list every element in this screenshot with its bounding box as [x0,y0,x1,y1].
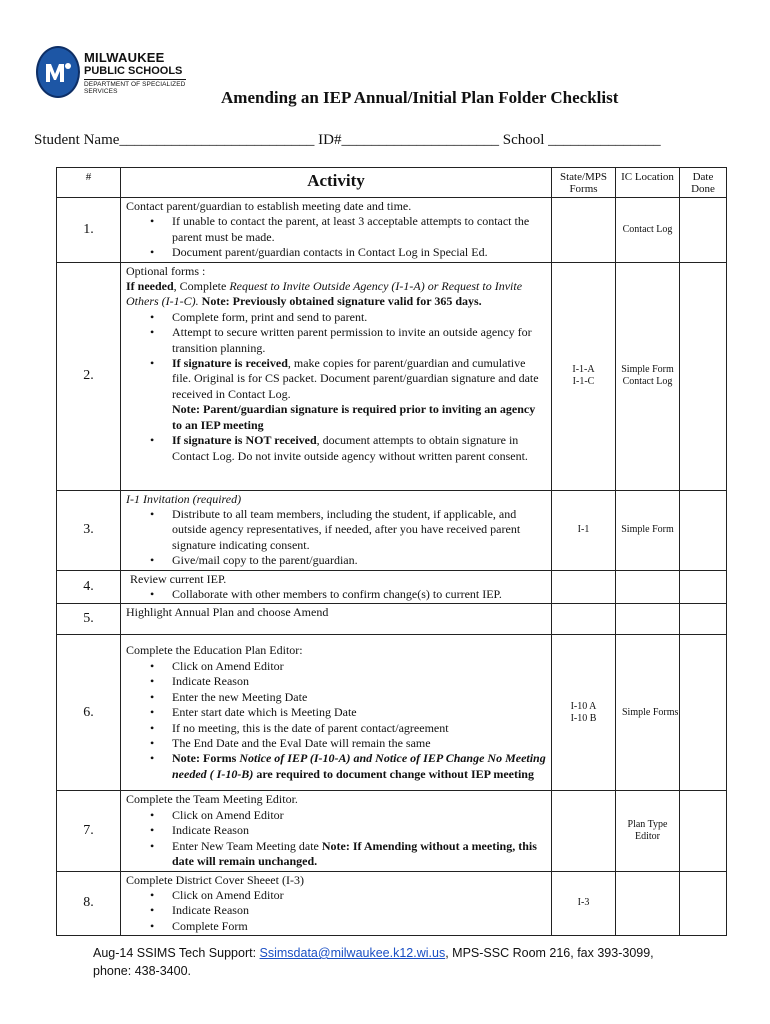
forms-cell: I-1-A I-1-C [552,262,616,490]
activity-intro: I-1 Invitation (required) [126,491,242,506]
activity-cell [121,262,552,490]
logo-line-1: MILWAUKEE [84,50,165,65]
list-item: • Click on Amend Editor [172,888,547,903]
ic-location-cell: Contact Log [616,198,680,263]
forms-cell: I-1 [552,490,616,570]
activity-intro: Contact parent/guardian to establish meeting date and time. [126,199,412,213]
forms-cell: I-10 A I-10 B [552,635,616,791]
table-row [57,871,727,936]
ic-location-cell [616,604,680,635]
list-item: • Complete Form [172,919,547,934]
activity-cell [121,791,552,871]
list-item: • Click on Amend Editor [172,659,547,674]
list-item: • Indicate Reason [172,903,547,918]
list-item: • Give/mail copy to the parent/guardian. [172,553,547,568]
list-item: • If signature is NOT received, document attempts to obtain signature in Contact Log. Do not invite outside agency without written parent consent. [172,433,547,464]
list-item: • Document parent/guardian contacts in Contact Log in Special Ed. [172,245,547,260]
list-item: • Indicate Reason [172,674,547,689]
forms-cell: I-3 [552,871,616,936]
activity-cell [121,570,552,604]
list-item: • Enter start date which is Meeting Date [172,705,547,720]
activity-intro: Complete District Cover Sheeet (I-3) [126,872,304,887]
row-number: 6. [57,635,121,791]
header-activity: Activity [121,168,552,198]
date-done-cell[interactable] [680,262,727,490]
mps-emblem-icon [36,46,80,98]
activity-intro: Complete the Education Plan Editor: [126,643,303,658]
list-item: • The End Date and the Eval Date will remain the same [172,736,547,751]
logo-line-2: PUBLIC SCHOOLS [84,65,183,77]
page-title: Amending an IEP Annual/Initial Plan Folder Checklist [221,88,619,107]
list-item: • Note: Forms Notice of IEP (I-10-A) and Notice of IEP Change No Meeting needed ( I-10-B) are required to document change without IEP meeting [172,751,547,782]
row-number: 2. [57,262,121,490]
forms-cell [552,791,616,871]
table-row [57,791,727,871]
list-item: • Collaborate with other members to confirm change(s) to current IEP. [172,587,547,602]
table-row [57,262,727,490]
activity-cell [121,198,552,263]
support-email-link[interactable]: Ssimsdata@milwaukee.k12.wi.us [259,946,446,960]
table-row [57,635,727,791]
header-forms: State/MPS Forms [552,168,616,198]
date-done-cell[interactable] [680,791,727,871]
mps-logo [36,44,186,106]
row-number: 1. [57,198,121,263]
ic-location-cell: Simple Form [616,490,680,570]
ic-location-cell: Simple Form Contact Log [616,262,680,490]
header-date-done: Date Done [680,168,727,198]
date-done-cell[interactable] [680,198,727,263]
footer-support-info [93,944,693,980]
ic-location-cell: Simple Forms [616,635,680,791]
row-number: 4. [57,570,121,604]
ic-location-cell [616,871,680,936]
activity-cell [121,604,552,635]
footer-text: , MPS-SSC Room 216, fax 393-3099, phone: 438-3400. [93,946,654,978]
row-number: 8. [57,871,121,936]
checklist-table [56,167,727,936]
footer-text: Aug-14 SSIMS Tech Support: [93,946,260,960]
list-item: • If unable to contact the parent, at least 3 acceptable attempts to contact the parent must be made. [172,214,547,245]
forms-cell [552,198,616,263]
activity-intro: Highlight Annual Plan and choose Amend [126,605,329,620]
table-row [57,604,727,635]
forms-cell [552,570,616,604]
list-item: • If no meeting, this is the date of parent contact/agreement [172,721,547,736]
row-number: 3. [57,490,121,570]
ic-location-cell [616,570,680,604]
date-done-cell[interactable] [680,871,727,936]
list-item: • Enter New Team Meeting date Note: If Amending without a meeting, this date will remain unchanged. [172,839,547,870]
activity-text: If needed, Complete Request to Invite Outside Agency (I-1-A) or Request to Invite Others (I-1-C). Note: Previously obtained signature valid for 365 days. [126,279,523,309]
table-row [57,490,727,570]
date-done-cell[interactable] [680,490,727,570]
table-row [57,198,727,263]
activity-intro: Review current IEP. [130,571,227,586]
header-num: # [57,168,121,198]
row-number: 7. [57,791,121,871]
activity-intro: Optional forms : [126,263,206,278]
row-number: 5. [57,604,121,635]
activity-intro: Complete the Team Meeting Editor. [126,792,298,807]
logo-line-3: DEPARTMENT OF SPECIALIZED SERVICES [84,81,186,95]
list-item: • Indicate Reason [172,823,547,838]
list-item: • Complete form, print and send to parent. [172,310,547,325]
list-item: • Click on Amend Editor [172,808,547,823]
student-info-line: Student Name__________________________ ID#_____________________ School _______________ [34,132,661,148]
date-done-cell[interactable] [680,570,727,604]
activity-cell [121,871,552,936]
activity-cell [121,635,552,791]
ic-location-cell: Plan Type Editor [616,791,680,871]
list-item: • If signature is received, make copies for parent/guardian and cumulative file. Original is for CS packet. Document parent/guardian signature and date received in Contact Log. Note: Parent/guardian signature is required prior to inviting an agency to an IEP meeting [172,356,547,433]
header-ic-location: IC Location [616,168,680,198]
activity-cell [121,490,552,570]
forms-cell [552,604,616,635]
table-row [57,570,727,604]
table-header-row [57,168,727,198]
list-item: • Attempt to secure written parent permission to invite an outside agency for transition planning. [172,325,547,356]
date-done-cell[interactable] [680,635,727,791]
list-item: • Distribute to all team members, including the student, if applicable, and outside agency representatives, if needed, after you have received parent signature indicating consent. [172,507,547,553]
list-item: • Enter the new Meeting Date [172,690,547,705]
date-done-cell[interactable] [680,604,727,635]
